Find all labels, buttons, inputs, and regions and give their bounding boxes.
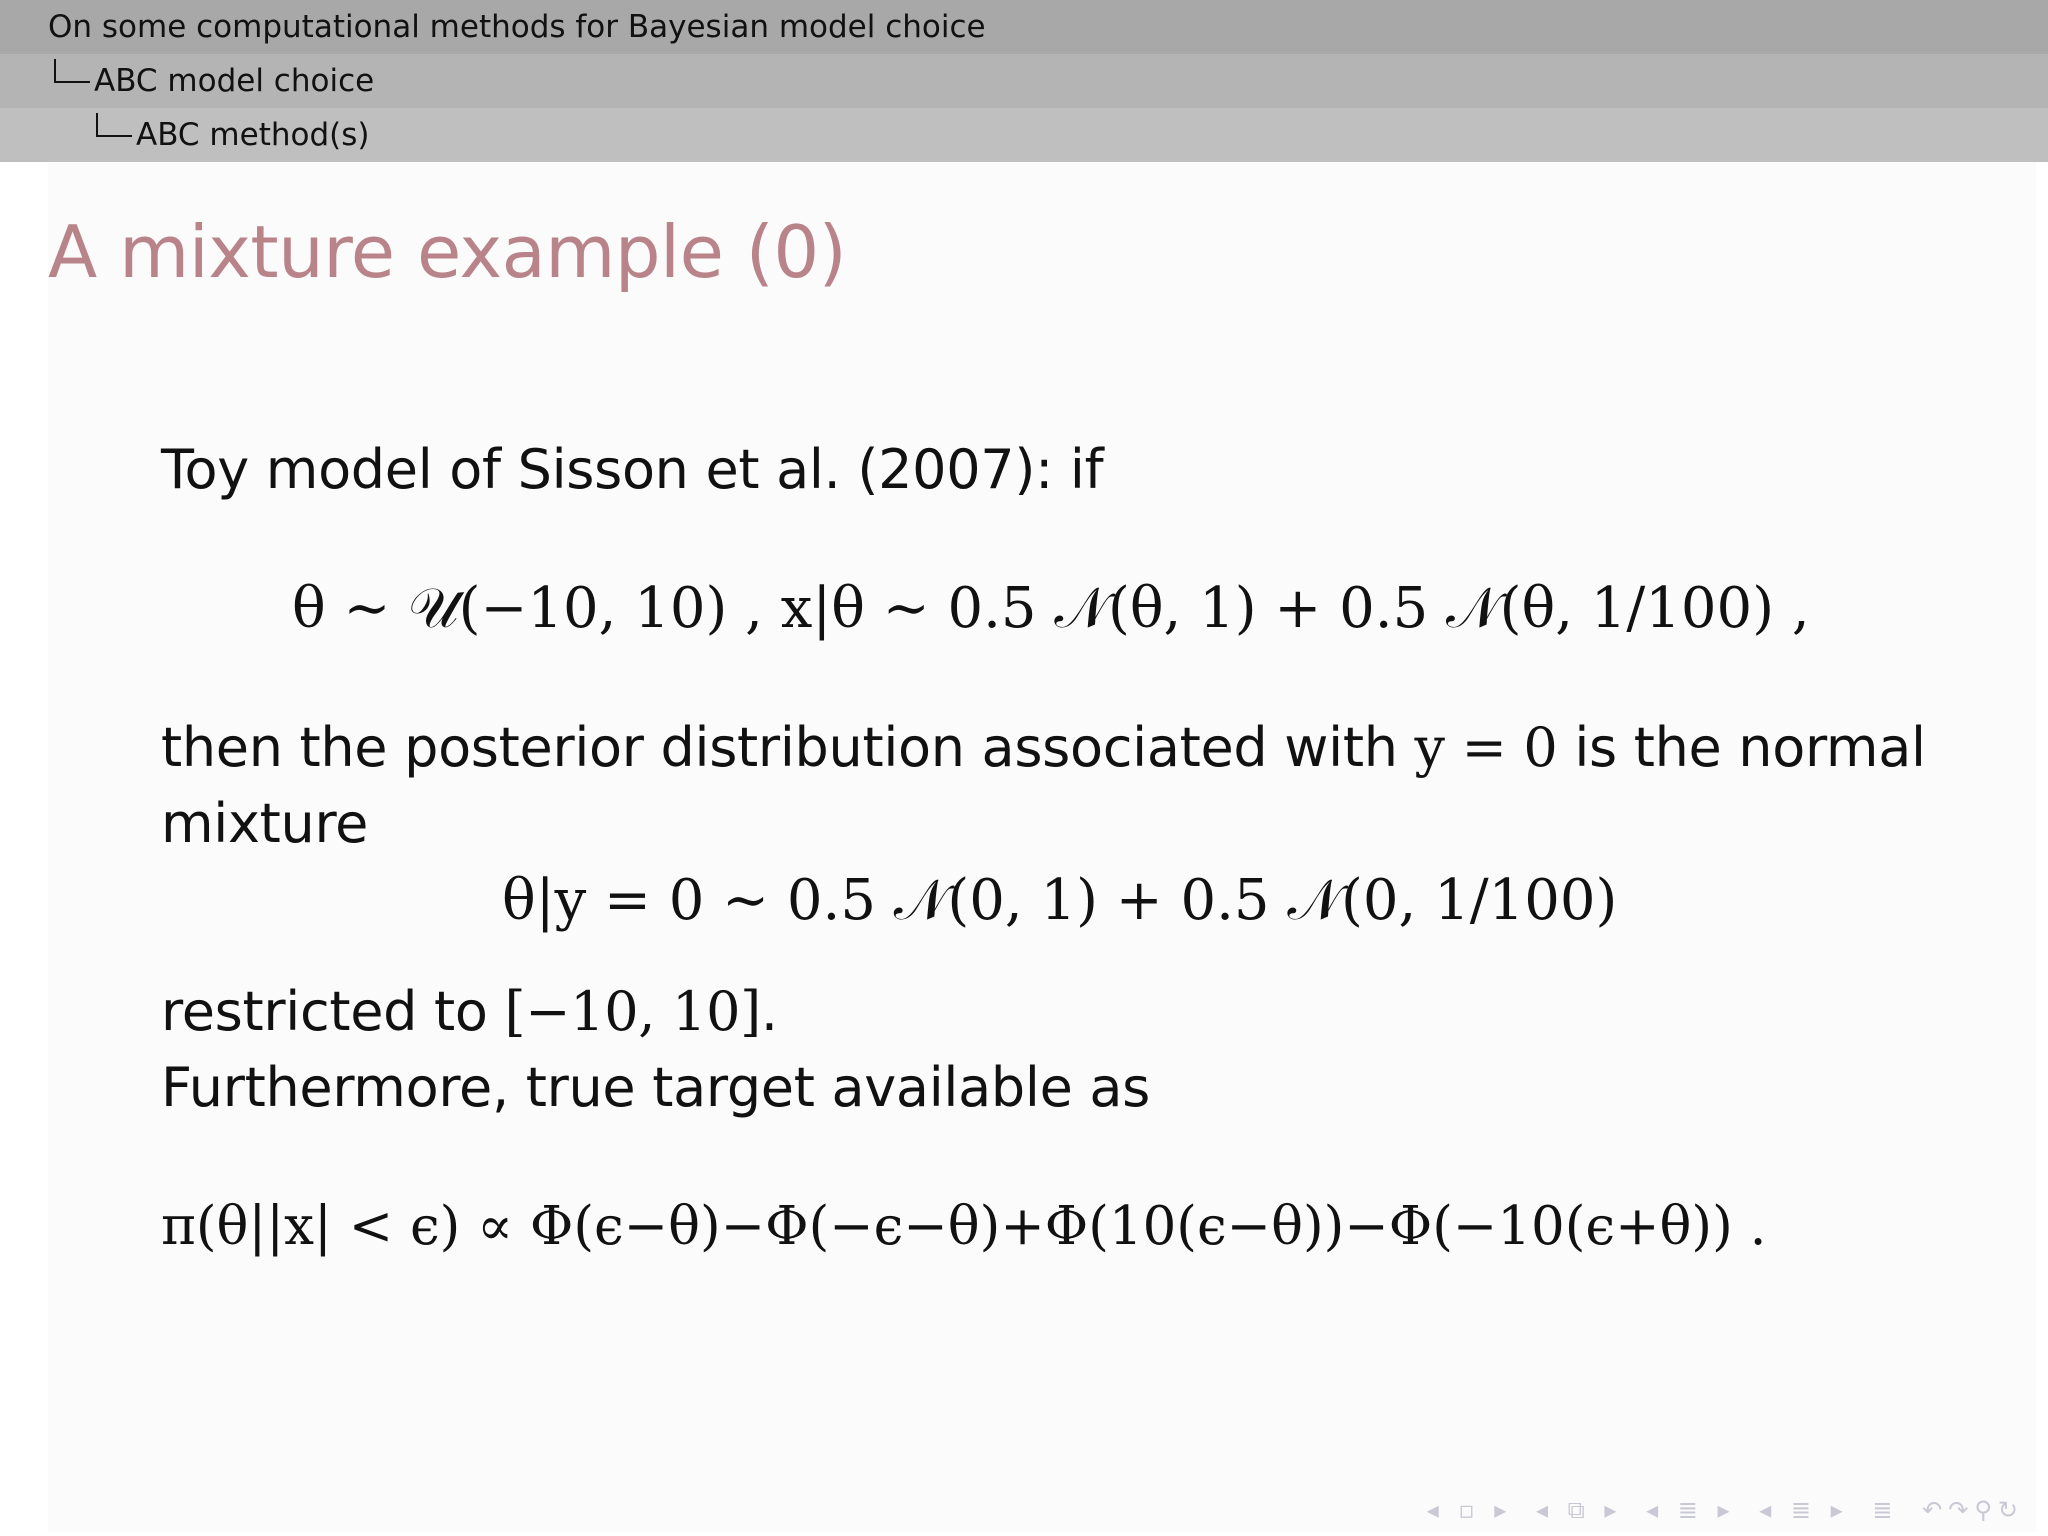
restriction-text: restricted to	[161, 980, 505, 1043]
nav-frame-icon[interactable]: ◂ ▫ ▸	[1426, 1496, 1513, 1524]
nav-search-icon[interactable]: ↶↷⚲↻	[1922, 1496, 2024, 1524]
model-equation: θ ∼ 𝒰(−10, 10) , x|θ ∼ 0.5 𝒩(θ, 1) + 0.5 𝒩(θ, 1/100) ,	[292, 576, 1810, 641]
section-title: ABC model choice	[94, 63, 375, 99]
posterior-line	[161, 716, 1926, 779]
posterior-equation: θ|y = 0 ∼ 0.5 𝒩(0, 1) + 0.5 𝒩(0, 1/100)	[502, 868, 1618, 933]
header-title-bar	[0, 0, 2048, 54]
presentation-title: On some computational methods for Bayesian model choice	[48, 9, 986, 45]
target-line: Furthermore, true target available as	[161, 1056, 1150, 1119]
nav-outline-icon[interactable]: ≣	[1872, 1496, 1899, 1524]
tree-corner-icon	[54, 59, 90, 83]
posterior-text-a: then the posterior distribution associated with	[161, 716, 1415, 779]
nav-section-icon[interactable]: ◂ ≣ ▸	[1646, 1496, 1736, 1524]
mixture-line: mixture	[161, 792, 369, 855]
tree-corner-icon	[96, 113, 132, 137]
nav-subsection-icon[interactable]: ◂ ⧉ ▸	[1535, 1496, 1623, 1524]
header-section-bar	[0, 54, 2048, 108]
target-equation: π(θ||x| < ϵ) ∝ Φ(ϵ−θ)−Φ(−ϵ−θ)+Φ(10(ϵ−θ))−Φ(−10(ϵ+θ)) .	[161, 1196, 1767, 1257]
restriction-line	[161, 980, 778, 1043]
posterior-math: y = 0	[1414, 716, 1558, 779]
posterior-text-b: is the normal	[1557, 716, 1926, 779]
nav-section2-icon[interactable]: ◂ ≣ ▸	[1759, 1496, 1849, 1524]
restriction-period: .	[760, 980, 778, 1043]
restriction-math: [−10, 10]	[504, 980, 761, 1043]
subsection-title: ABC method(s)	[136, 117, 370, 153]
beamer-navigation	[1417, 1496, 2024, 1524]
frame-title: A mixture example (0)	[48, 210, 847, 294]
header-subsection-bar	[0, 108, 2048, 162]
intro-line: Toy model of Sisson et al. (2007): if	[161, 438, 1104, 501]
